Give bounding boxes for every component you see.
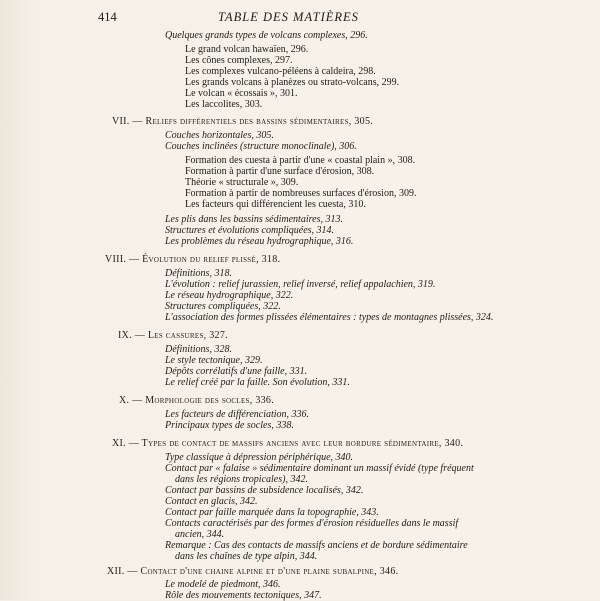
toc-entry: Formation à partir de nombreuses surfaces d'érosion, 309.	[185, 188, 417, 199]
toc-entry: Couches inclinées (structure monoclinale), 306.	[165, 141, 357, 152]
chapter-heading: IX. — Les cassures, 327.	[118, 330, 228, 341]
toc-entry: Structures compliquées, 322.	[165, 301, 281, 312]
toc-entry: Le style tectonique, 329.	[165, 355, 263, 366]
toc-entry: Définitions, 328.	[165, 344, 232, 355]
toc-entry: Les facteurs de différenciation, 336.	[165, 409, 310, 420]
toc-entry: Contact par bassins de subsidence localisés, 342.	[165, 485, 364, 496]
toc-entry: Formation à partir d'une surface d'érosion, 308.	[185, 166, 375, 177]
chapter-heading: XI. — Types de contact de massifs anciens avec leur bordure sédimentaire, 340.	[112, 438, 464, 449]
toc-entry: Les complexes vulcano-péléens à caldeira, 298.	[185, 66, 376, 77]
toc-entry: Contact par « falaise » sédimentaire dominant un massif évidé (type fréquent	[165, 463, 474, 474]
toc-entry: Le relief créé par la faille. Son évolution, 331.	[165, 377, 350, 388]
toc-entry: Dépôts corrélatifs d'une faille, 331.	[165, 366, 308, 377]
running-title: TABLE DES MATIÈRES	[218, 10, 359, 24]
toc-entry: ancien, 344.	[175, 529, 225, 540]
toc-entry: dans les régions tropicales), 342.	[175, 474, 308, 485]
toc-entry: Le réseau hydrographique, 322.	[165, 290, 294, 301]
toc-entry: Théorie « structurale », 309.	[185, 177, 299, 188]
toc-entry: dans les chaînes de type alpin, 344.	[175, 551, 318, 562]
toc-entry: Contact en glacis, 342.	[165, 496, 258, 507]
chapter-heading: VIII. — Évolution du relief plissé, 318.	[105, 254, 281, 265]
chapter-heading: XII. — Contact d'une chaine alpine et d'une plaine subalpine, 346.	[107, 566, 399, 577]
chapter-heading: VII. — Reliefs différentiels des bassins sédimentaires, 305.	[112, 116, 374, 127]
toc-entry: Formation des cuesta à partir d'une « coastal plain », 308.	[185, 155, 416, 166]
toc-entry: Contact par faille marquée dans la topographie, 343.	[165, 507, 379, 518]
toc-entry: L'évolution : relief jurassien, relief inversé, relief appalachien, 319.	[165, 279, 436, 290]
toc-entry: L'association des formes plissées élémentaires : types de montagnes plissées, 324.	[165, 312, 494, 323]
chapter-heading: X. — Morphologie des socles, 336.	[119, 395, 275, 406]
toc-entry: Couches horizontales, 305.	[165, 130, 274, 141]
toc-entry: Contacts caractérisés par des formes d'érosion résiduelles dans le massif	[165, 518, 459, 529]
toc-entry: Type classique à dépression périphérique, 340.	[165, 452, 354, 463]
toc-entry: Les cônes complexes, 297.	[185, 55, 293, 66]
toc-entry: Les laccolites, 303.	[185, 99, 263, 110]
toc-entry: Les plis dans les bassins sédimentaires, 313.	[165, 214, 343, 225]
toc-entry: Principaux types de socles, 338.	[165, 420, 294, 431]
toc-entry: Le modelé de piedmont, 346.	[165, 579, 281, 590]
toc-entry: Les problèmes du réseau hydrographique, 316.	[165, 236, 354, 247]
toc-entry: Le volcan « écossais », 301.	[185, 88, 298, 99]
toc-entry: Remarque : Cas des contacts de massifs anciens et de bordure sédimentaire	[165, 540, 468, 551]
toc-entry: Quelques grands types de volcans complexes, 296.	[165, 30, 368, 41]
toc-entry: Définitions, 318.	[165, 268, 232, 279]
toc-entry: Structures et évolutions compliquées, 314.	[165, 225, 335, 236]
toc-entry: Le grand volcan hawaïen, 296.	[185, 44, 309, 55]
toc-entry: Les grands volcans à planèzes ou strato-volcans, 299.	[185, 77, 400, 88]
toc-entry: Les facteurs qui différencient les cuesta, 310.	[185, 199, 366, 210]
page-number: 414	[98, 10, 117, 24]
toc-entry: Rôle des mouvements tectoniques, 347.	[165, 590, 322, 601]
